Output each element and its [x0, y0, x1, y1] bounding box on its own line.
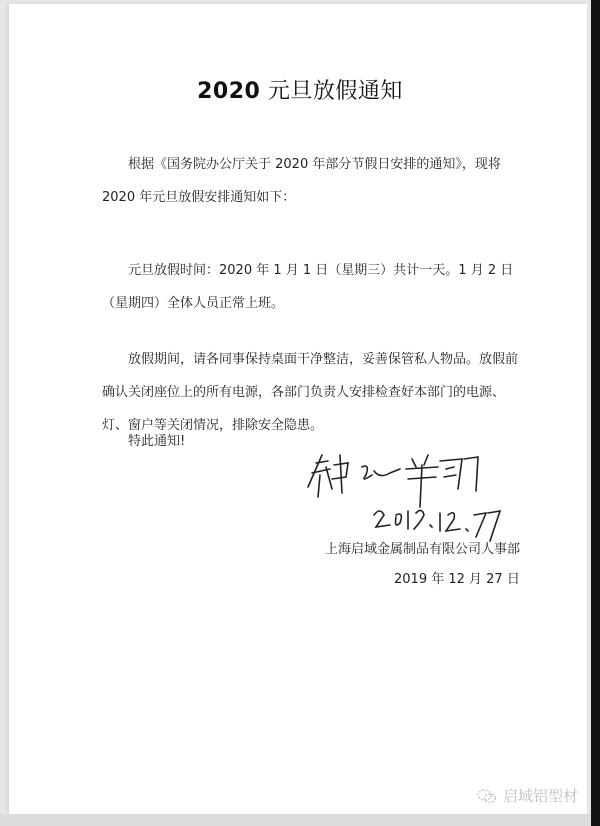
paragraph-instructions: 放假期间，请各同事保持桌面干净整洁，妥善保管私人物品。放假前确认关闭座位上的所有电源，各部门负责人安排检查好本部门的电源、灯、窗户等关闭情况，排除安全隐患。	[102, 352, 519, 433]
handwritten-signature	[300, 445, 520, 545]
wechat-icon	[477, 788, 497, 804]
title-text: 元旦放假通知	[260, 79, 403, 104]
page-bottom-edge	[0, 814, 591, 826]
document-title	[0, 74, 600, 105]
closing-text: 特此通知!	[128, 434, 186, 449]
watermark-text: 启域铝型材	[502, 787, 578, 805]
paragraph-intro: 根据《国务院办公厅关于 2020 年部分节假日安排的通知》，现将 2020 年元旦放假安排通知如下：	[102, 157, 501, 205]
department-name: 上海启域金属制品有限公司人事部	[325, 542, 521, 557]
paragraph-holiday-time: 元旦放假时间：2020 年 1 月 1 日（星期三）共计一天。1 月 2 日（星期四）全体人员正常上班。	[102, 263, 514, 311]
title-year: 2020	[197, 79, 261, 104]
watermark	[477, 785, 578, 806]
page-edge-shadow	[591, 0, 600, 826]
issue-date: 2019 年 12 月 27 日	[394, 572, 520, 587]
